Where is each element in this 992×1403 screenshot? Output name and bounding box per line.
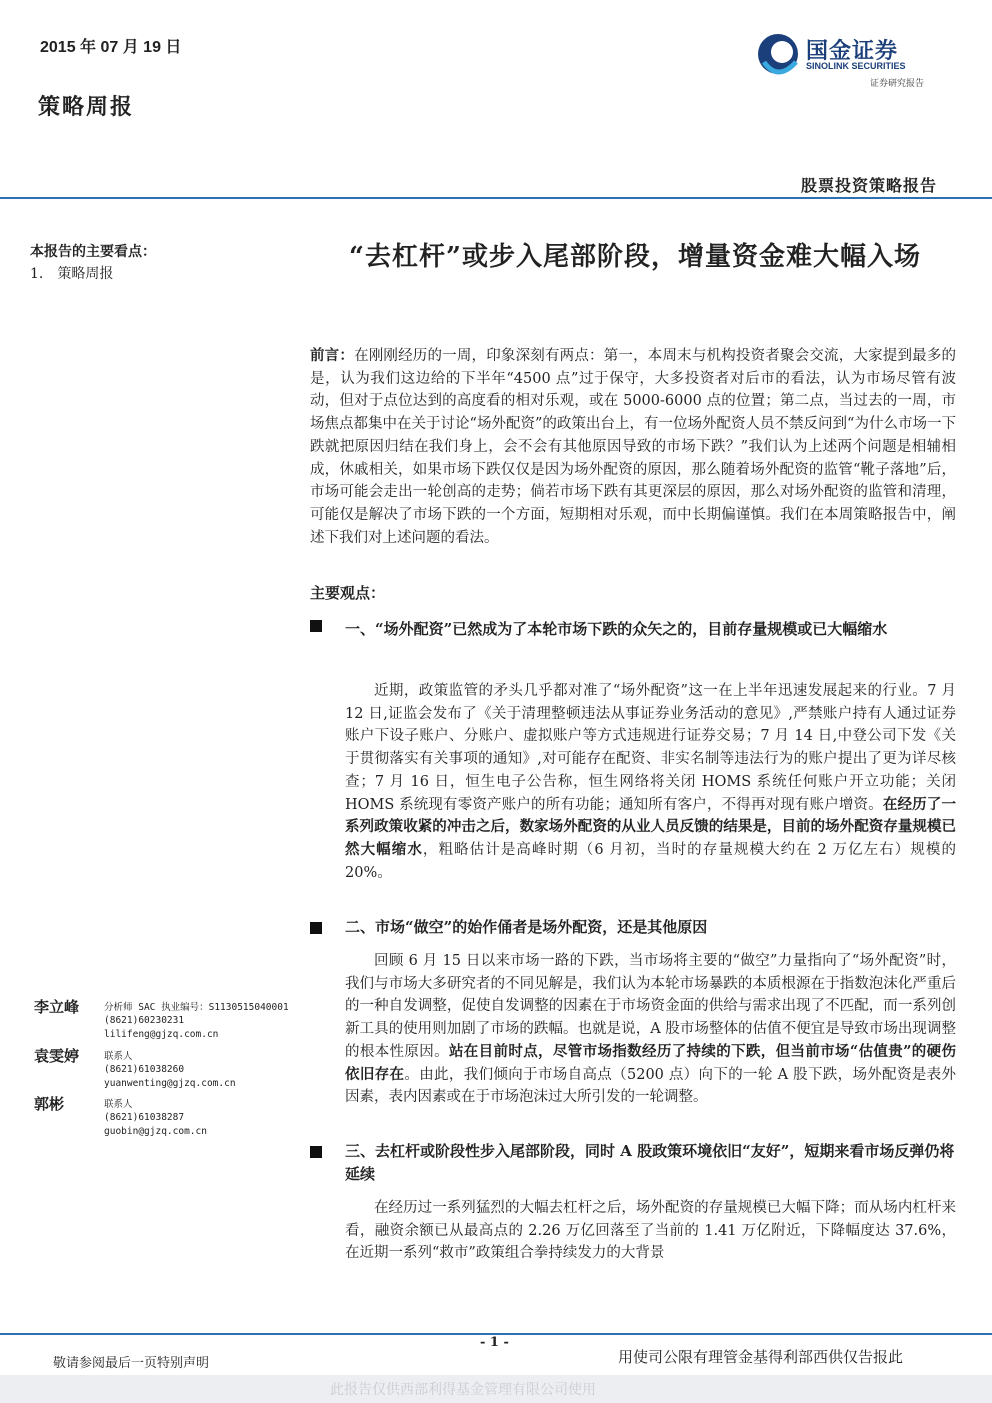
author-phone: (8621)61038260 [104,1064,185,1076]
bullet-square-icon [310,922,322,934]
logo-english-name: SINOLINK SECURITIES [806,61,906,71]
section-bold-text: 站在目前时点，尽管市场指数经历了持续的下跌，但当前市场“估值贵”的硬伤依旧存在 [345,1042,956,1083]
logo-chinese-name: 国金证券 [806,39,899,64]
section-body [345,680,956,884]
author-name: 郭彬 [34,1095,65,1113]
intro-paragraph [310,345,956,549]
section-tail-text: ，粗略估计是高峰时期（6 月初，当时的存量规模大约在 2 万亿左右）规模的 20%。 [345,841,957,881]
logo-subtitle: 证券研究报告 [870,79,925,89]
section-text: 在经历过一系列猛烈的大幅去杠杆之后，场外配资的存量规模已大幅下降；而从场内杠杆来看，融资余额已从最高点的 2.26 万亿回落至了当前的 1.41 万亿附近，下降幅度达 37.6%，在近期一系列“救市”政策组合拳持续发力的大背景 [345,1200,956,1262]
author-title: 联系人 [104,1099,133,1110]
section-body [345,1197,956,1265]
intro-text: 在刚刚经历的一周，印象深刻有两点：第一，本周末与机构投资者聚会交流，大家提到最多的是，认为我们这边给的下半年“4500 点”过于保守，大多投资者对后市的看法，认为市场尽管有波动，但对于点位达到的高度看的相对乐观，或在 5000-6000 点的位置；第二点，当过去的一周，市场焦点都集中在关于讨论“场外配资”的政策出台上，有一位场外配资人员不禁反问到“为什么市场一下跌就把原因归结在我们身上，会不会有其他原因导致的市场下跌？”我们认为上述两个问题是相辅相成，休戚相关，如果市场下跌仅仅是因为场外配资的原因，那么随着场外配资的监管“靴子落地”后，市场可能会走出一轮创高的走势；倘若市场下跌有其更深层的原因，那么对场外配资的监管和清理，可能仅是解决了市场下跌的一个方面，短期相对乐观，而中长期偏谨慎。我们在本周策略报告中，阐述下我们对上述问题的看法。 [310,348,957,546]
author-email[interactable]: yuanwenting@gjzq.com.cn [104,1077,236,1089]
author-contact [104,1001,289,1041]
report-type: 股票投资策略报告 [800,176,937,195]
footer-watermark-text: 用使司公限有理管金基得利部西供仅告报此 [618,1348,904,1366]
section-text: 回顾 6 月 15 日以来市场一路的下跌，当市场将主要的“做空”力量指向了“场外配资”时，我们与市场大多研究者的不同见解是，我们认为本轮市场暴跌的本质根源在于指数泡沫化严重后的一种自发调整，促使自发调整的因素在于市场资金面的供给与需求出现了不匹配，而一系列创新工具的使用则加剧了市场的跌幅。也就是说，A 股市场整体的估值不便宜是导致市场出现调整的根本性原因。 [345,953,956,1060]
author-email[interactable]: guobin@gjzq.com.cn [104,1125,207,1137]
sidebar-heading: 本报告的主要看点： [30,244,156,260]
bullet-square-icon [310,1146,322,1158]
section-heading: 二、市场“做空”的始作俑者是场外配资，还是其他原因 [345,918,708,936]
report-category: 策略周报 [38,94,135,120]
author-contact [104,1050,236,1090]
main-points-label: 主要观点： [310,584,386,602]
page-number: - 1 - [480,1335,509,1350]
footer-band-text: 此报告仅供西部利得基金管理有限公司使用 [330,1382,596,1398]
report-title: “去杠杆”或步入尾部阶段，增量资金难大幅入场 [349,242,921,272]
header-divider [0,197,992,199]
section-heading: 三、去杠杆或阶段性步入尾部阶段，同时 A 股政策环境依旧“友好”，短期来看市场反弹仍将延续 [345,1142,955,1183]
section-body [345,950,956,1109]
section-bold-text: 在经历了一系列政策收紧的冲击之后，数家场外配资的从业人员反馈的结果是，目前的场外配资存量规模已然大幅缩水 [345,795,956,858]
footer-disclaimer: 敬请参阅最后一页特别声明 [53,1356,210,1371]
sidebar-item: 1. 策略周报 [30,266,114,282]
section-heading: 一、“场外配资”已然成为了本轮市场下跌的众矢之的，目前存量规模或已大幅缩水 [345,620,888,638]
author-name: 袁雯婷 [34,1047,80,1065]
bullet-square-icon [310,620,322,632]
author-title: 联系人 [104,1051,133,1062]
report-date: 2015 年 07 月 19 日 [40,39,182,56]
author-phone: (8621)60230231 [104,1015,185,1027]
author-phone: (8621)61038287 [104,1112,185,1124]
intro-label: 前言： [310,347,355,364]
section-text: 近期，政策监管的矛头几乎都对准了“场外配资”这一在上半年迅速发展起来的行业。7 月 12 日,证监会发布了《关于清理整顿违法从事证券业务活动的意见》,严禁账户持有人通过证券账户下设子账户、分账户、虚拟账户等方式违规进行证券交易；7 月 14 日,中登公司下发《关于贯彻落实有关事项的通知》,对可能存在配资、非实名制等违法行为的账户提出了更为详尽核查；7 月 16 日，恒生电子公告称，恒生网络将关闭 HOMS 系统任何账户开立功能；关闭 HOMS 系统现有零资产账户的所有功能；通知所有客户，不得再对现有账户增资。 [345,683,956,813]
section-tail-text: 。由此，我们倾向于市场自高点（5200 点）向下的一轮 A 股下跌，场外配资是表外因素，表内因素或在于市场泡沫过大所引发的一轮调整。 [345,1066,957,1106]
author-contact [104,1098,207,1138]
author-title: 分析师 SAC 执业编号：S1130515040001 [104,1002,289,1013]
author-email[interactable]: lilifeng@gjzq.com.cn [104,1028,219,1040]
author-name: 李立峰 [34,998,80,1016]
